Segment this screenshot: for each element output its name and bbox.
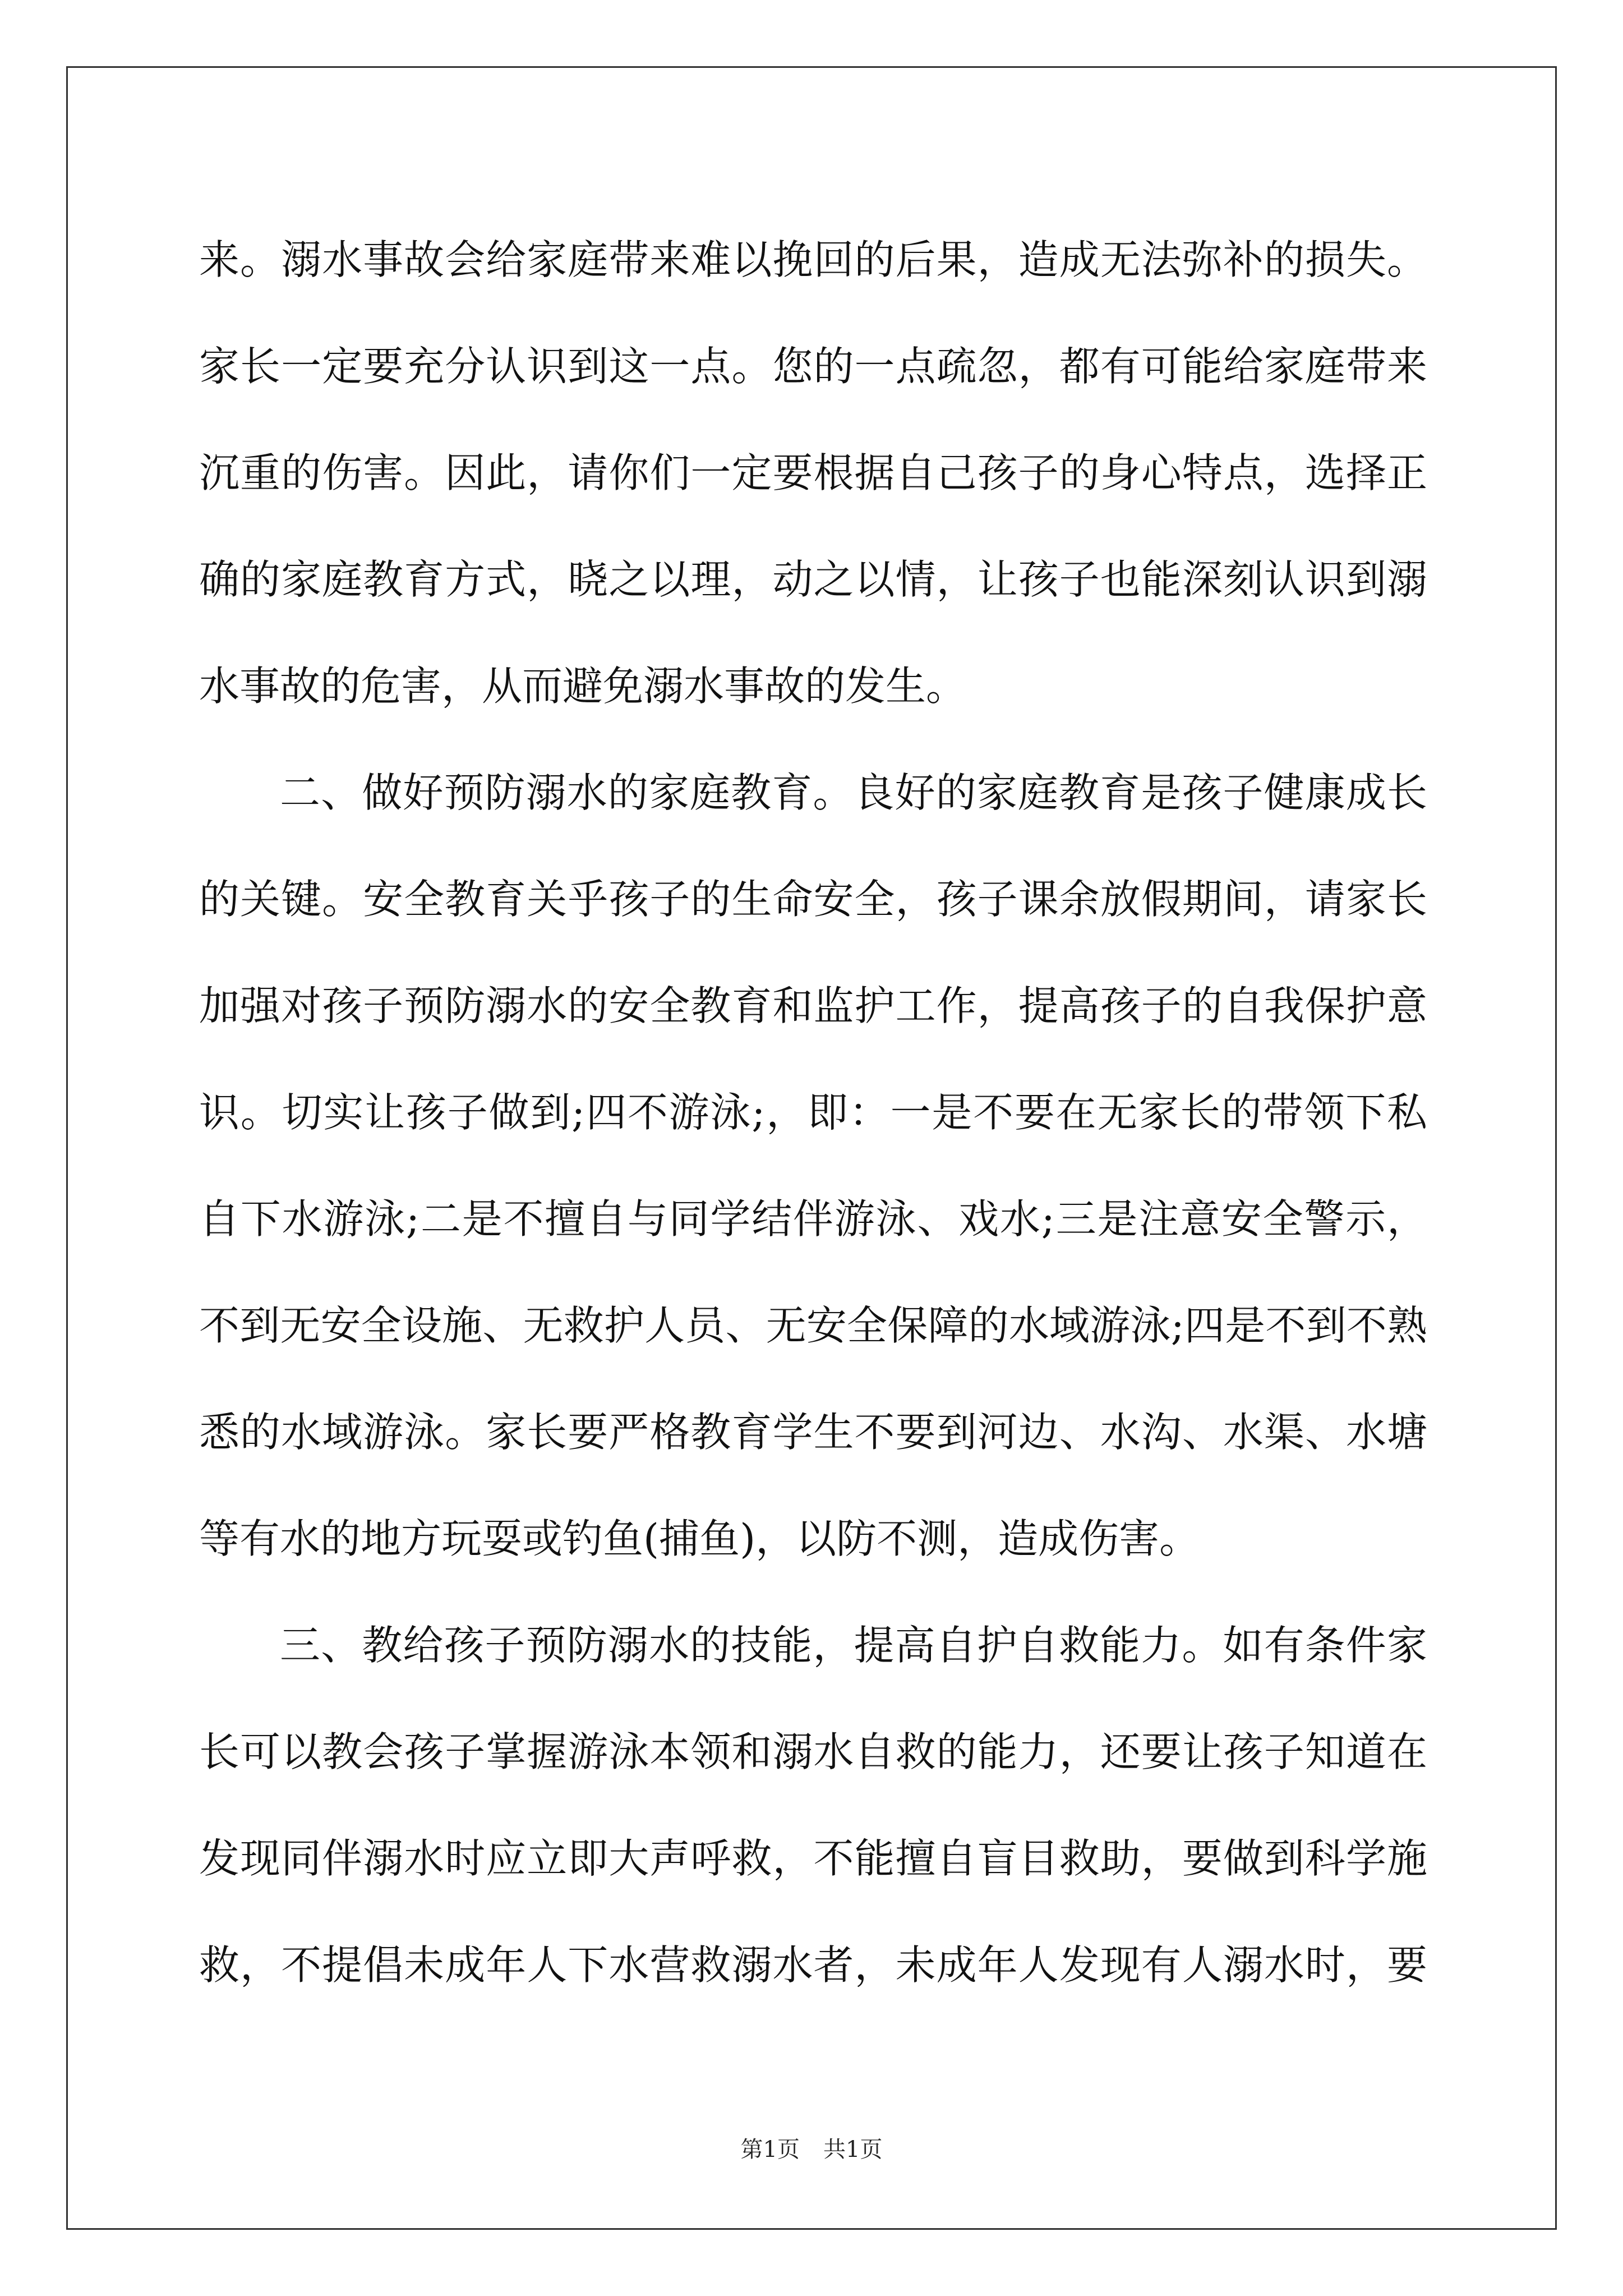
text-line: 发现同伴溺水时应立即大声呼救，不能擅自盲目救助，要做到科学施: [199, 1835, 1427, 1882]
text-line: 加强对孩子预防溺水的安全教育和监护工作，提高孩子的自我保护意: [199, 982, 1427, 1029]
text-line: 悉的水域游泳。家长要严格教育学生不要到河边、水沟、水渠、水塘: [199, 1409, 1427, 1456]
document-body: [199, 206, 1427, 2018]
text-line: 二、做好预防溺水的家庭教育。良好的家庭教育是孩子健康成长: [280, 769, 1427, 816]
page-total: 共1页: [823, 2137, 883, 2162]
paragraph-3: [199, 1592, 1427, 2018]
text-line: 确的家庭教育方式，晓之以理，动之以情，让孩子也能深刻认识到溺: [199, 556, 1427, 603]
paragraph-2: [199, 739, 1427, 1592]
text-line: 等有水的地方玩耍或钓鱼(捕鱼)，以防不测，造成伤害。: [199, 1515, 1200, 1562]
text-line: 识。切实让孩子做到;四不游泳;，即：一是不要在无家长的带领下私: [199, 1089, 1427, 1136]
text-line: 自下水游泳;二是不擅自与同学结伴游泳、戏水;三是注意安全警示，: [199, 1195, 1427, 1243]
page-number: 第1页: [740, 2137, 800, 2162]
text-line: 救，不提倡未成年人下水营救溺水者，未成年人发现有人溺水时，要: [199, 1941, 1427, 1989]
text-line: 沉重的伤害。因此，请你们一定要根据自己孩子的身心特点，选择正: [199, 449, 1427, 496]
text-line: 长可以教会孩子掌握游泳本领和溺水自救的能力，还要让孩子知道在: [199, 1728, 1427, 1775]
page-footer: [0, 2132, 1623, 2164]
text-line: 不到无安全设施、无救护人员、无安全保障的水域游泳;四是不到不熟: [199, 1302, 1427, 1349]
text-line: 家长一定要充分认识到这一点。您的一点疏忽，都有可能给家庭带来: [199, 343, 1427, 390]
paragraph-1: [199, 206, 1427, 739]
text-line: 水事故的危害，从而避免溺水事故的发生。: [199, 662, 967, 710]
text-line: 的关键。安全教育关乎孩子的生命安全，孩子课余放假期间，请家长: [199, 876, 1427, 923]
text-line: 来。溺水事故会给家庭带来难以挽回的后果，造成无法弥补的损失。: [199, 236, 1427, 283]
text-line: 三、教给孩子预防溺水的技能，提高自护自救能力。如有条件家: [280, 1622, 1427, 1669]
